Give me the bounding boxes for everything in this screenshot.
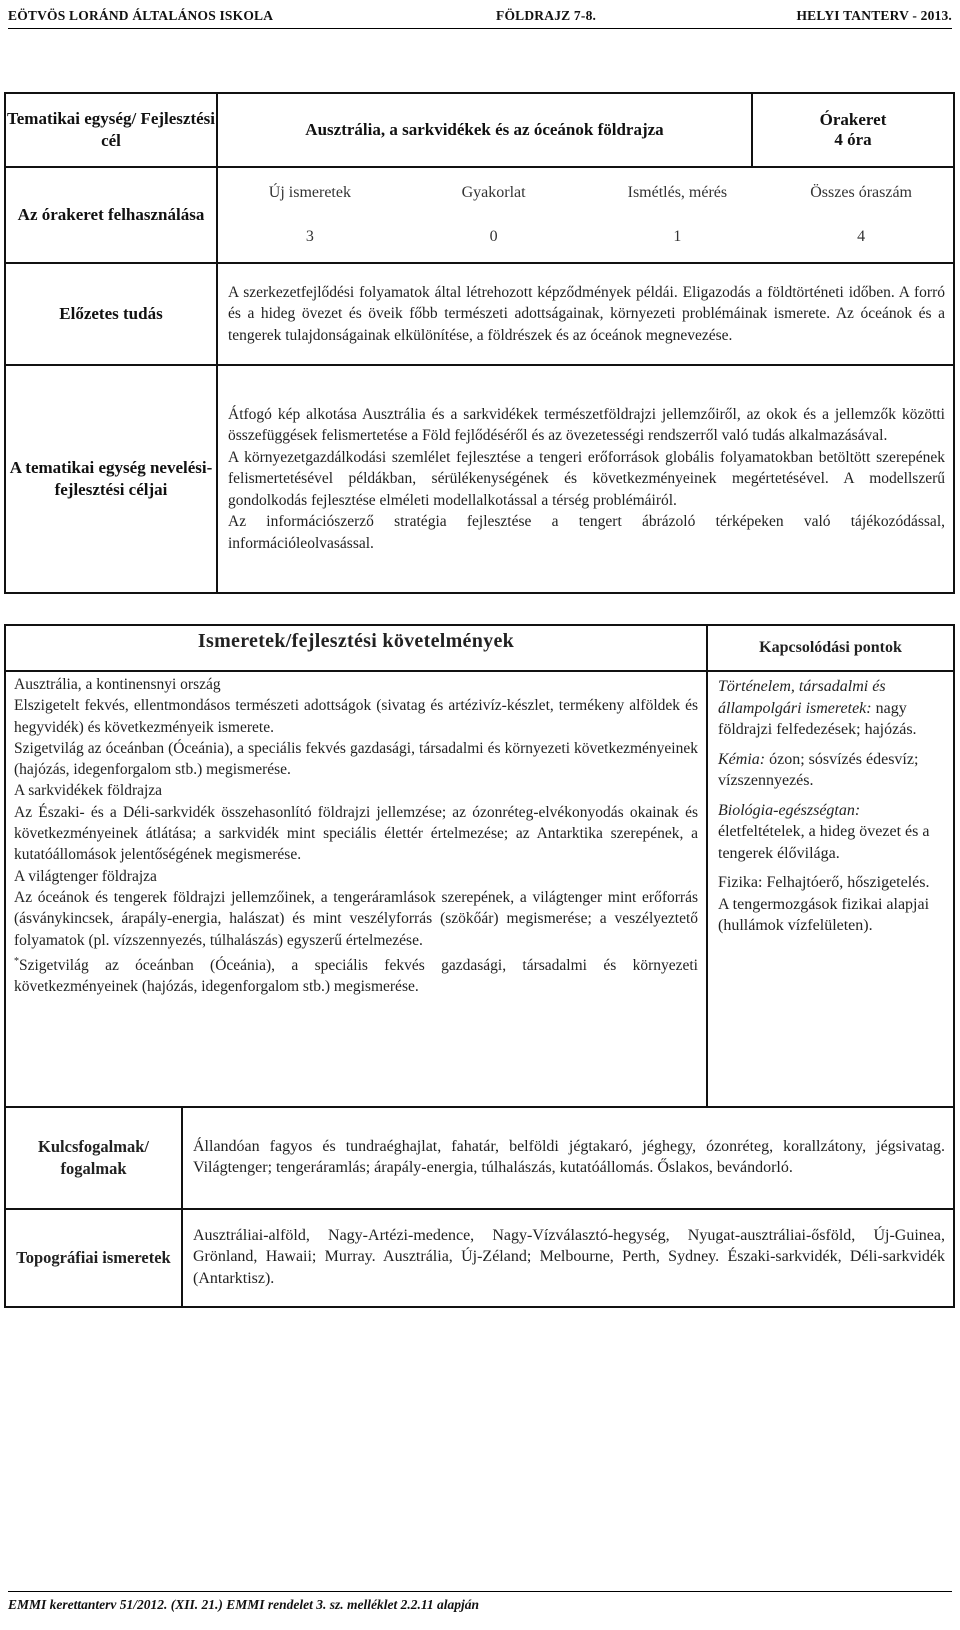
prior-knowledge-text: A szerkezetfejlődési folyamatok által létrehozott képződmények példái. Eligazodás a földtörténeti időben. A forró és a hideg övezet és öveik főbb természeti adottságainak, környezeti problémáinak ismerete. Az óceánok és a tengerek tulajdonságainak elkülönítése, a földrészek és az óceánok megnevezése. [217,263,954,365]
link-biology [718,800,943,865]
keywords-text: Állandóan fagyos és tundraéghajlat, fahatár, belföldi jégtakaró, jéghegy, ózonréteg, korallzátony, jégsivatag. Világtenger; tengeráramlás; árapály-energia, túlhalászás, kutatóállomás. Őslakos, bevándorló. [182,1107,954,1209]
usage-header-practice: Gyakorlat [461,184,526,201]
header-divider [8,28,952,29]
subject-title: FÖLDRAJZ 7-8. [496,8,597,23]
link-text: Felhajtóerő, hőszigetelés. A tengermozgások fizikai alapjai (hullámok vízfelületen). [718,874,930,934]
unit-overview-table [4,92,955,594]
requirements-paragraph: Az Északi- és a Déli-sarkvidék összehasonlító földrajzi jellemzése; az ózonréteg-elvékonyodás okainak és következményeinek átlátása; a sarkvidék mint speciális élettér értelmezése; az Antarktika szerepének, a kutatóállomások jelentőségének megismerése. [14,803,698,864]
goals-paragraph: A környezetgazdálkodási szemlélet fejlesztése a tengeri erőforrások globális folyamatokban betöltött szerepének felismertetésével példákban, sérülékenységének és következményeinek megértetésével. A modellszerű gondolkodás fejlesztése elméleti modellalkotással a térség problémáiról. [228,448,945,509]
link-subject: Történelem, társadalmi és állampolgári ismeretek: [718,678,886,717]
hours-label: Órakeret [819,110,887,129]
requirements-table [4,624,955,1308]
link-subject: Biológia-egészségtan: [718,801,861,819]
links-cell [707,671,954,1107]
requirements-text [5,671,707,1107]
hours-cell [752,93,954,167]
goals-paragraph: Az információszerző stratégia fejlesztése a tengert ábrázoló térképeken való tájékozódással, információleolvasással. [228,513,945,552]
link-text: életfeltételek, a hideg övezet és a tengerek élővilága. [718,823,930,862]
hours-value: 4 óra [834,130,872,149]
link-subject: Fizika: [718,874,763,891]
link-history [718,676,943,741]
unit-title: Ausztrália, a sarkvidékek és az óceánok földrajza [217,93,752,167]
usage-value-practice: 0 [489,228,498,245]
link-text: nagy földrajzi felfedezések; hajózás. [718,699,917,738]
page-header [6,4,954,28]
page-footer: EMMI kerettanterv 51/2012. (XII. 21.) EMMI rendelet 3. sz. melléklet 2.2.11 alapján [8,1597,480,1612]
requirements-paragraph: Elszigetelt fekvés, ellentmondásos természeti adottságok (sivatag és artézivíz-készlet, termékeny alföldek és hegyvidék) és következményeik ismerete. [14,697,698,736]
topography-text: Ausztráliai-alföld, Nagy-Artézi-medence, Nagy-Vízválasztó-hegység, Nyugat-ausztráliai-ősföld, Új-Guinea, Grönland, Hawaii; Murray. Ausztrália, Új-Zéland; Melbourne, Perth, Sydney. Északi-sarkvidék, Déli-sarkvidék (Antarktisz). [182,1209,954,1307]
requirements-paragraph: Az óceánok és tengerek földrajzi jellemzőinek, a tengeráramlások szerepének, a világtenger mint erőforrás (ásványkincsek, árapály-energia, halászat) és mint veszélyforrás (szökőár) megismerése; a veszélyeztető folyamatok (pl. vízszennyezés, túlhalászás) egyszerű értelmezése. [14,888,698,949]
requirements-subheading: Ausztrália, a kontinensnyi ország [14,676,221,693]
footnote-paragraph [14,951,698,998]
footnote-text: Szigetvilág az óceánban (Óceánia), a speciális fekvés gazdasági, társadalmi és környezeti következményeinek (hajózás, idegenforgalom stb.) megismerése. [14,957,698,996]
goals-label: A tematikai egység nevelési-fejlesztési céljai [5,365,217,593]
curriculum-title: HELYI TANTERV - 2013. [796,8,952,23]
usage-grid [218,176,953,254]
school-name: EÖTVÖS LORÁND ÁLTALÁNOS ISKOLA [8,8,274,23]
usage-value-new: 3 [305,228,314,245]
usage-label: Az órakeret felhasználása [5,167,217,263]
link-subject: Kémia: [718,750,766,768]
requirements-subheading: A világtenger földrajza [14,867,157,885]
usage-value-review: 1 [673,228,682,245]
link-chemistry [718,749,943,792]
footer-divider [8,1591,952,1592]
keywords-label: Kulcsfogalmak/ fogalmak [5,1107,182,1209]
usage-header-total: Összes óraszám [810,184,912,201]
requirements-subheading: A sarkvidékek földrajza [14,782,163,800]
usage-header-new: Új ismeretek [268,184,351,201]
usage-header-review: Ismétlés, mérés [627,184,728,201]
requirements-paragraph: Szigetvilág az óceánban (Óceánia), a speciális fekvés gazdasági, társadalmi és környezeti következményeinek (hajózás, idegenforgalom stb.) megismerése. [14,739,698,779]
link-physics [718,872,943,937]
goals-text [217,365,954,593]
footnote-mark: * [14,955,19,967]
goals-paragraph: Átfogó kép alkotása Ausztrália és a sarkvidékek természetföldrajzi jellemzőiről, az okok és a jellemzők közötti összefüggések felismertetése a Föld fejlődéséről és az övezetességi rendszerről való tudás alkalmazásával. [228,405,945,445]
links-header: Kapcsolódási pontok [707,625,954,671]
unit-label: Tematikai egység/ Fejlesztési cél [5,93,217,167]
prior-knowledge-label: Előzetes tudás [5,263,217,365]
requirements-header: Ismeretek/fejlesztési követelmények [5,625,707,671]
link-text: ózon; sósvízés édesvíz; vízszennyezés. [718,750,919,789]
usage-cell [217,167,954,263]
usage-value-total: 4 [857,228,866,245]
topography-label: Topográfiai ismeretek [5,1209,182,1307]
